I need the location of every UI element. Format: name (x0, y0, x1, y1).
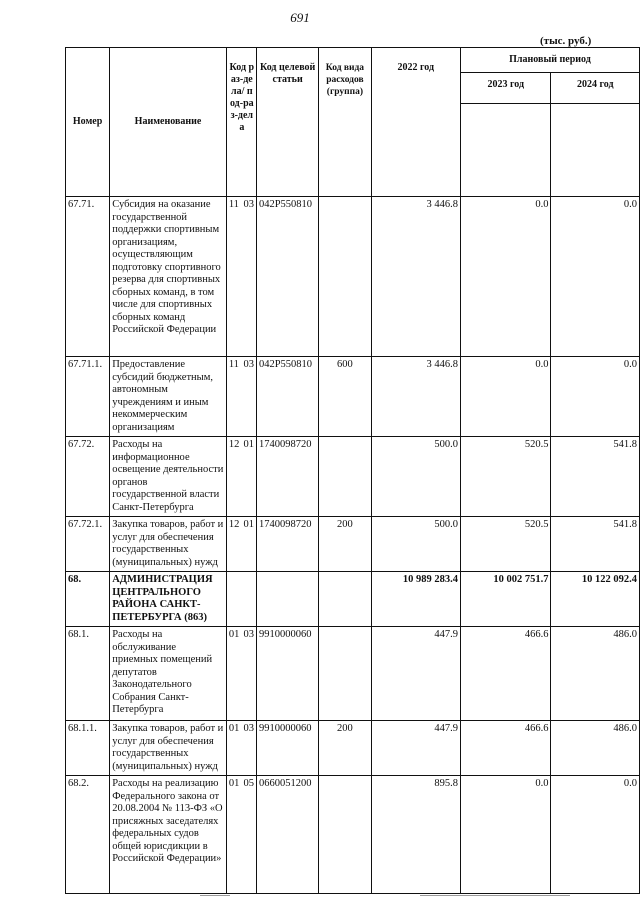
row-amount-2022: 500.0 (371, 437, 460, 517)
budget-table (65, 47, 640, 894)
row-section (226, 572, 238, 627)
table-row (66, 517, 640, 572)
row-target-code: 042P550810 (256, 197, 318, 357)
row-amount-2023: 0.0 (461, 357, 551, 437)
table-body (66, 197, 640, 894)
row-number: 68.2. (66, 776, 110, 894)
row-name: Расходы на реализацию Федерального закона от 20.08.2004 № 113-ФЗ «О присяжных заседателях федеральных судов общей юрисдикции в Российской Федерации» (110, 776, 227, 894)
row-subsection: 03 (238, 197, 256, 357)
row-subsection: 01 (238, 437, 256, 517)
table-row (66, 197, 640, 357)
row-subsection: 03 (238, 627, 256, 721)
row-expense-type (319, 627, 371, 721)
table-row (66, 627, 640, 721)
page-number: 691 (290, 10, 310, 25)
row-number: 67.72. (66, 437, 110, 517)
row-section: 11 (226, 357, 238, 437)
row-expense-type: 200 (319, 517, 371, 572)
row-amount-2024: 0.0 (551, 357, 640, 437)
row-target-code (256, 572, 318, 627)
row-amount-2024: 541.8 (551, 517, 640, 572)
row-target-code: 0660051200 (256, 776, 318, 894)
row-expense-type (319, 776, 371, 894)
row-amount-2023: 520.5 (461, 437, 551, 517)
row-amount-2023: 10 002 751.7 (461, 572, 551, 627)
row-name: Закупка товаров, работ и услуг для обеспечения государственных (муниципальных) нужд (110, 721, 227, 776)
row-name: Расходы на обслуживание приемных помещений депутатов Законодательного Собрания Санкт-Петербурга (110, 627, 227, 721)
row-name: Субсидия на оказание государственной поддержки спортивным организациям, осуществляющим подготовку спортивного резерва для спортивных сборных команд, в том числе для спортивных сборных команд Российской Федерации (110, 197, 227, 357)
row-number: 68.1. (66, 627, 110, 721)
row-amount-2023: 466.6 (461, 627, 551, 721)
row-name: АДМИНИСТРАЦИЯ ЦЕНТРАЛЬНОГО РАЙОНА САНКТ-ПЕТЕРБУРГА (863) (110, 572, 227, 627)
row-section: 01 (226, 776, 238, 894)
row-section: 01 (226, 721, 238, 776)
footer-mark (200, 895, 230, 896)
header-plan-period: Плановый период (461, 48, 640, 73)
row-section: 11 (226, 197, 238, 357)
row-amount-2023: 0.0 (461, 197, 551, 357)
row-section: 12 (226, 517, 238, 572)
row-expense-type (319, 572, 371, 627)
row-number: 67.71.1. (66, 357, 110, 437)
row-number: 67.71. (66, 197, 110, 357)
row-number: 68. (66, 572, 110, 627)
row-subsection (238, 572, 256, 627)
row-section: 01 (226, 627, 238, 721)
row-amount-2023: 0.0 (461, 776, 551, 894)
row-amount-2024: 486.0 (551, 627, 640, 721)
header-name: Наименование (110, 48, 227, 197)
row-target-code: 9910000060 (256, 627, 318, 721)
row-target-code: 9910000060 (256, 721, 318, 776)
row-amount-2024: 0.0 (551, 197, 640, 357)
row-name: Расходы на информационное освещение деятельности органов государственной власти Санкт-Петербурга (110, 437, 227, 517)
header-spacer (461, 104, 551, 197)
footer-mark (420, 895, 570, 896)
table-row (66, 721, 640, 776)
row-amount-2024: 10 122 092.4 (551, 572, 640, 627)
header-year-2023: 2023 год (461, 73, 551, 104)
row-amount-2024: 541.8 (551, 437, 640, 517)
header-target: Код целевой статьи (256, 48, 318, 197)
row-number: 67.72.1. (66, 517, 110, 572)
row-amount-2023: 466.6 (461, 721, 551, 776)
header-type: Код вида расходов (группа) (319, 48, 371, 197)
row-name: Предоставление субсидий бюджетным, автономным учреждениям и иным некоммерческим организациям (110, 357, 227, 437)
row-expense-type: 200 (319, 721, 371, 776)
header-spacer (551, 104, 640, 197)
row-subsection: 03 (238, 721, 256, 776)
row-amount-2022: 447.9 (371, 721, 460, 776)
header-section-text: Код раз-дела/ под-раз-дела (229, 62, 255, 133)
header-year-2022: 2022 год (371, 48, 460, 197)
row-target-code: 1740098720 (256, 517, 318, 572)
row-amount-2022: 10 989 283.4 (371, 572, 460, 627)
row-amount-2023: 520.5 (461, 517, 551, 572)
row-subsection: 05 (238, 776, 256, 894)
header-section (226, 48, 256, 197)
row-section: 12 (226, 437, 238, 517)
row-amount-2022: 3 446.8 (371, 357, 460, 437)
row-amount-2024: 0.0 (551, 776, 640, 894)
table-row (66, 437, 640, 517)
row-amount-2024: 486.0 (551, 721, 640, 776)
row-amount-2022: 447.9 (371, 627, 460, 721)
row-amount-2022: 895.8 (371, 776, 460, 894)
row-target-code: 042P550810 (256, 357, 318, 437)
row-subsection: 03 (238, 357, 256, 437)
row-amount-2022: 3 446.8 (371, 197, 460, 357)
row-amount-2022: 500.0 (371, 517, 460, 572)
row-expense-type (319, 197, 371, 357)
table-row (66, 572, 640, 627)
header-year-2024: 2024 год (551, 73, 640, 104)
header-number: Номер (66, 48, 110, 197)
row-expense-type (319, 437, 371, 517)
row-expense-type: 600 (319, 357, 371, 437)
row-number: 68.1.1. (66, 721, 110, 776)
table-row (66, 357, 640, 437)
row-subsection: 01 (238, 517, 256, 572)
row-target-code: 1740098720 (256, 437, 318, 517)
table-row (66, 776, 640, 894)
row-name: Закупка товаров, работ и услуг для обеспечения государственных (муниципальных) нужд (110, 517, 227, 572)
units-label: (тыс. руб.) (540, 35, 592, 47)
